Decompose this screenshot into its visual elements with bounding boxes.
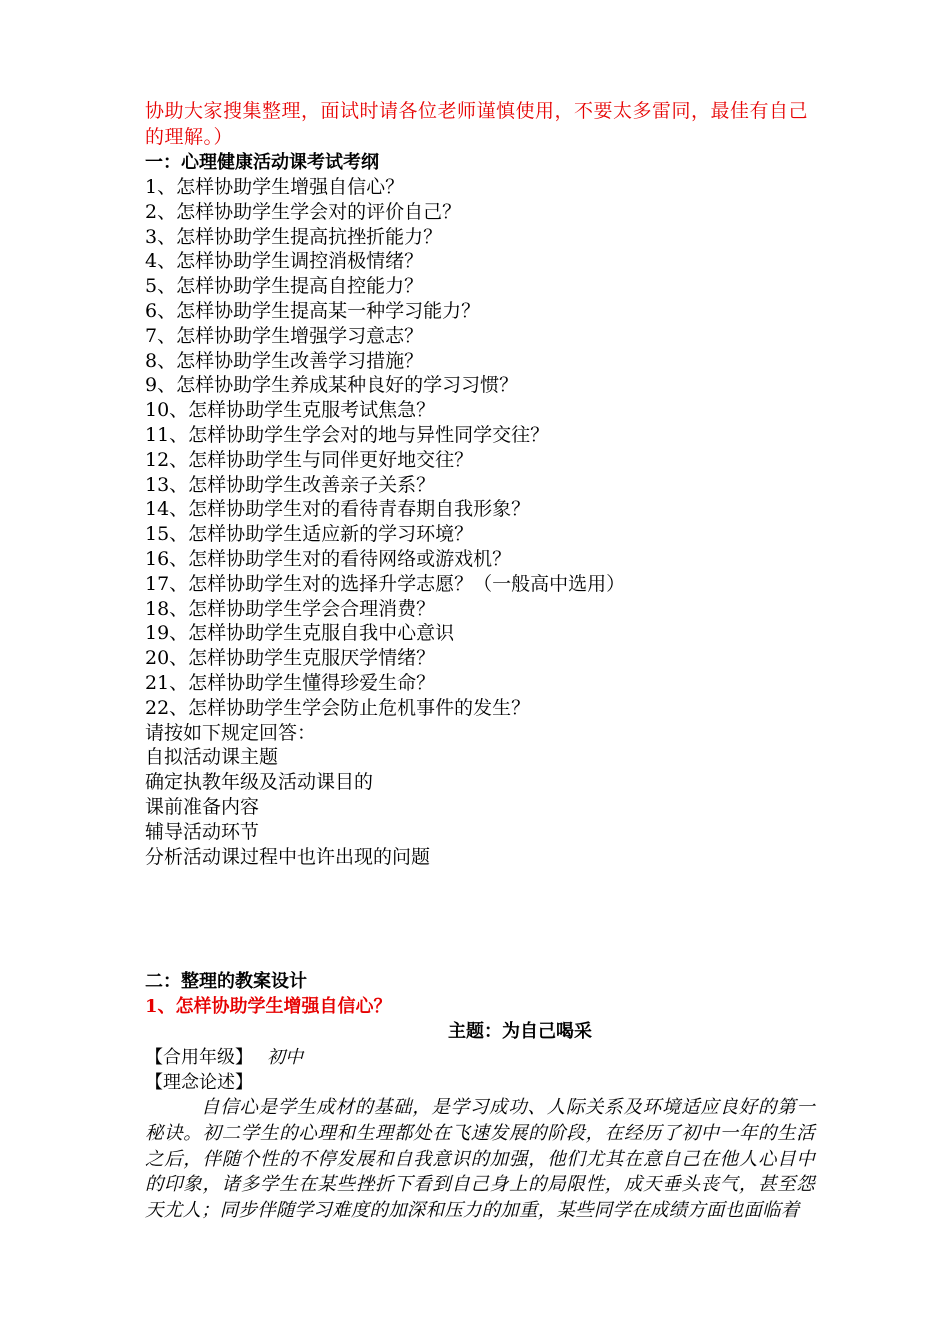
outline-item: 14、怎样协助学生对的看待青春期自我形象？ (145, 498, 531, 521)
outline-item: 16、怎样协助学生对的看待网络或游戏机？ (145, 547, 512, 570)
outline-item: 22、怎样协助学生学会防止危机事件的发生？ (145, 696, 531, 719)
exam-outline-list (145, 175, 815, 721)
outline-item: 19、怎样协助学生克服自我中心意识 (145, 622, 455, 645)
outline-item: 7、怎样协助学生增强学习意志？ (145, 324, 424, 347)
outline-item: 10、怎样协助学生克服考试焦急？ (145, 399, 436, 422)
answer-instructions: 请按如下规定回答： (145, 721, 317, 744)
outline-item: 9、怎样协助学生养成某种良好的学习习惯？ (145, 374, 519, 397)
vertical-spacer (145, 869, 815, 969)
outline-item: 17、怎样协助学生对的选择升学志愿？（一般高中选用） (145, 572, 626, 595)
document-page (145, 98, 815, 1223)
outline-item: 2、怎样协助学生学会对的评价自己？ (145, 200, 462, 223)
outline-item: 11、怎样协助学生学会对的地与异性同学交往？ (145, 423, 550, 446)
grade-row (145, 1045, 815, 1070)
section-2-heading: 二：整理的教案设计 (145, 971, 307, 993)
intro-note: 协助大家搜集整理，面试时请各位老师谨慎使用，不要太多雷同，最佳有自己的理解。） (145, 100, 809, 148)
outline-item: 13、怎样协助学生改善亲子关系？ (145, 473, 436, 496)
answer-item: 分析活动课过程中也许出现的问题 (145, 845, 431, 868)
answer-item: 确定执教年级及活动课目的 (145, 771, 374, 794)
grade-value: 初中 (267, 1047, 303, 1069)
outline-item: 18、怎样协助学生学会合理消费？ (145, 597, 436, 620)
section-1-heading: 一：心理健康活动课考试考纲 (145, 152, 379, 173)
outline-item: 21、怎样协助学生懂得珍爱生命？ (145, 671, 436, 694)
rationale-label: 【理念论述】 (145, 1072, 253, 1094)
outline-item: 12、怎样协助学生与同伴更好地交往？ (145, 448, 474, 471)
outline-item: 3、怎样协助学生提高抗挫折能力？ (145, 225, 443, 248)
lesson-theme: 主题：为自己喝采 (448, 1021, 592, 1043)
rationale-body: 自信心是学生成材的基础，是学习成功、人际关系及环境适应良好的第一秘诀。初二学生的心理和生理都处在飞速发展的阶段，在经历了初中一年的生活之后，伴随个性的不停发展和自我意识的加强，他们尤其在意自己在他人心目中的印象，诸多学生在某些挫折下看到自己身上的局限性，成天垂头丧气，甚至怨天尤人；同步伴随学习难度的加深和压力的加重，某些同学在成绩方面也面临着 (145, 1097, 815, 1221)
outline-item: 8、怎样协助学生改善学习措施？ (145, 349, 424, 372)
answer-item: 自拟活动课主题 (145, 746, 279, 769)
outline-item: 4、怎样协助学生调控消极情绪？ (145, 250, 424, 273)
outline-item: 15、怎样协助学生适应新的学习环境？ (145, 523, 474, 546)
lesson-question-heading: 1、怎样协助学生增强自信心？ (145, 996, 392, 1018)
outline-item: 5、怎样协助学生提高自控能力？ (145, 275, 424, 298)
outline-item: 1、怎样协助学生增强自信心？ (145, 176, 405, 198)
outline-item: 6、怎样协助学生提高某一种学习能力？ (145, 299, 481, 322)
answer-item: 课前准备内容 (145, 795, 260, 818)
answer-item: 辅导活动环节 (145, 820, 260, 843)
grade-label: 【合用年级】 (145, 1047, 253, 1069)
outline-item: 20、怎样协助学生克服厌学情绪？ (145, 647, 436, 670)
